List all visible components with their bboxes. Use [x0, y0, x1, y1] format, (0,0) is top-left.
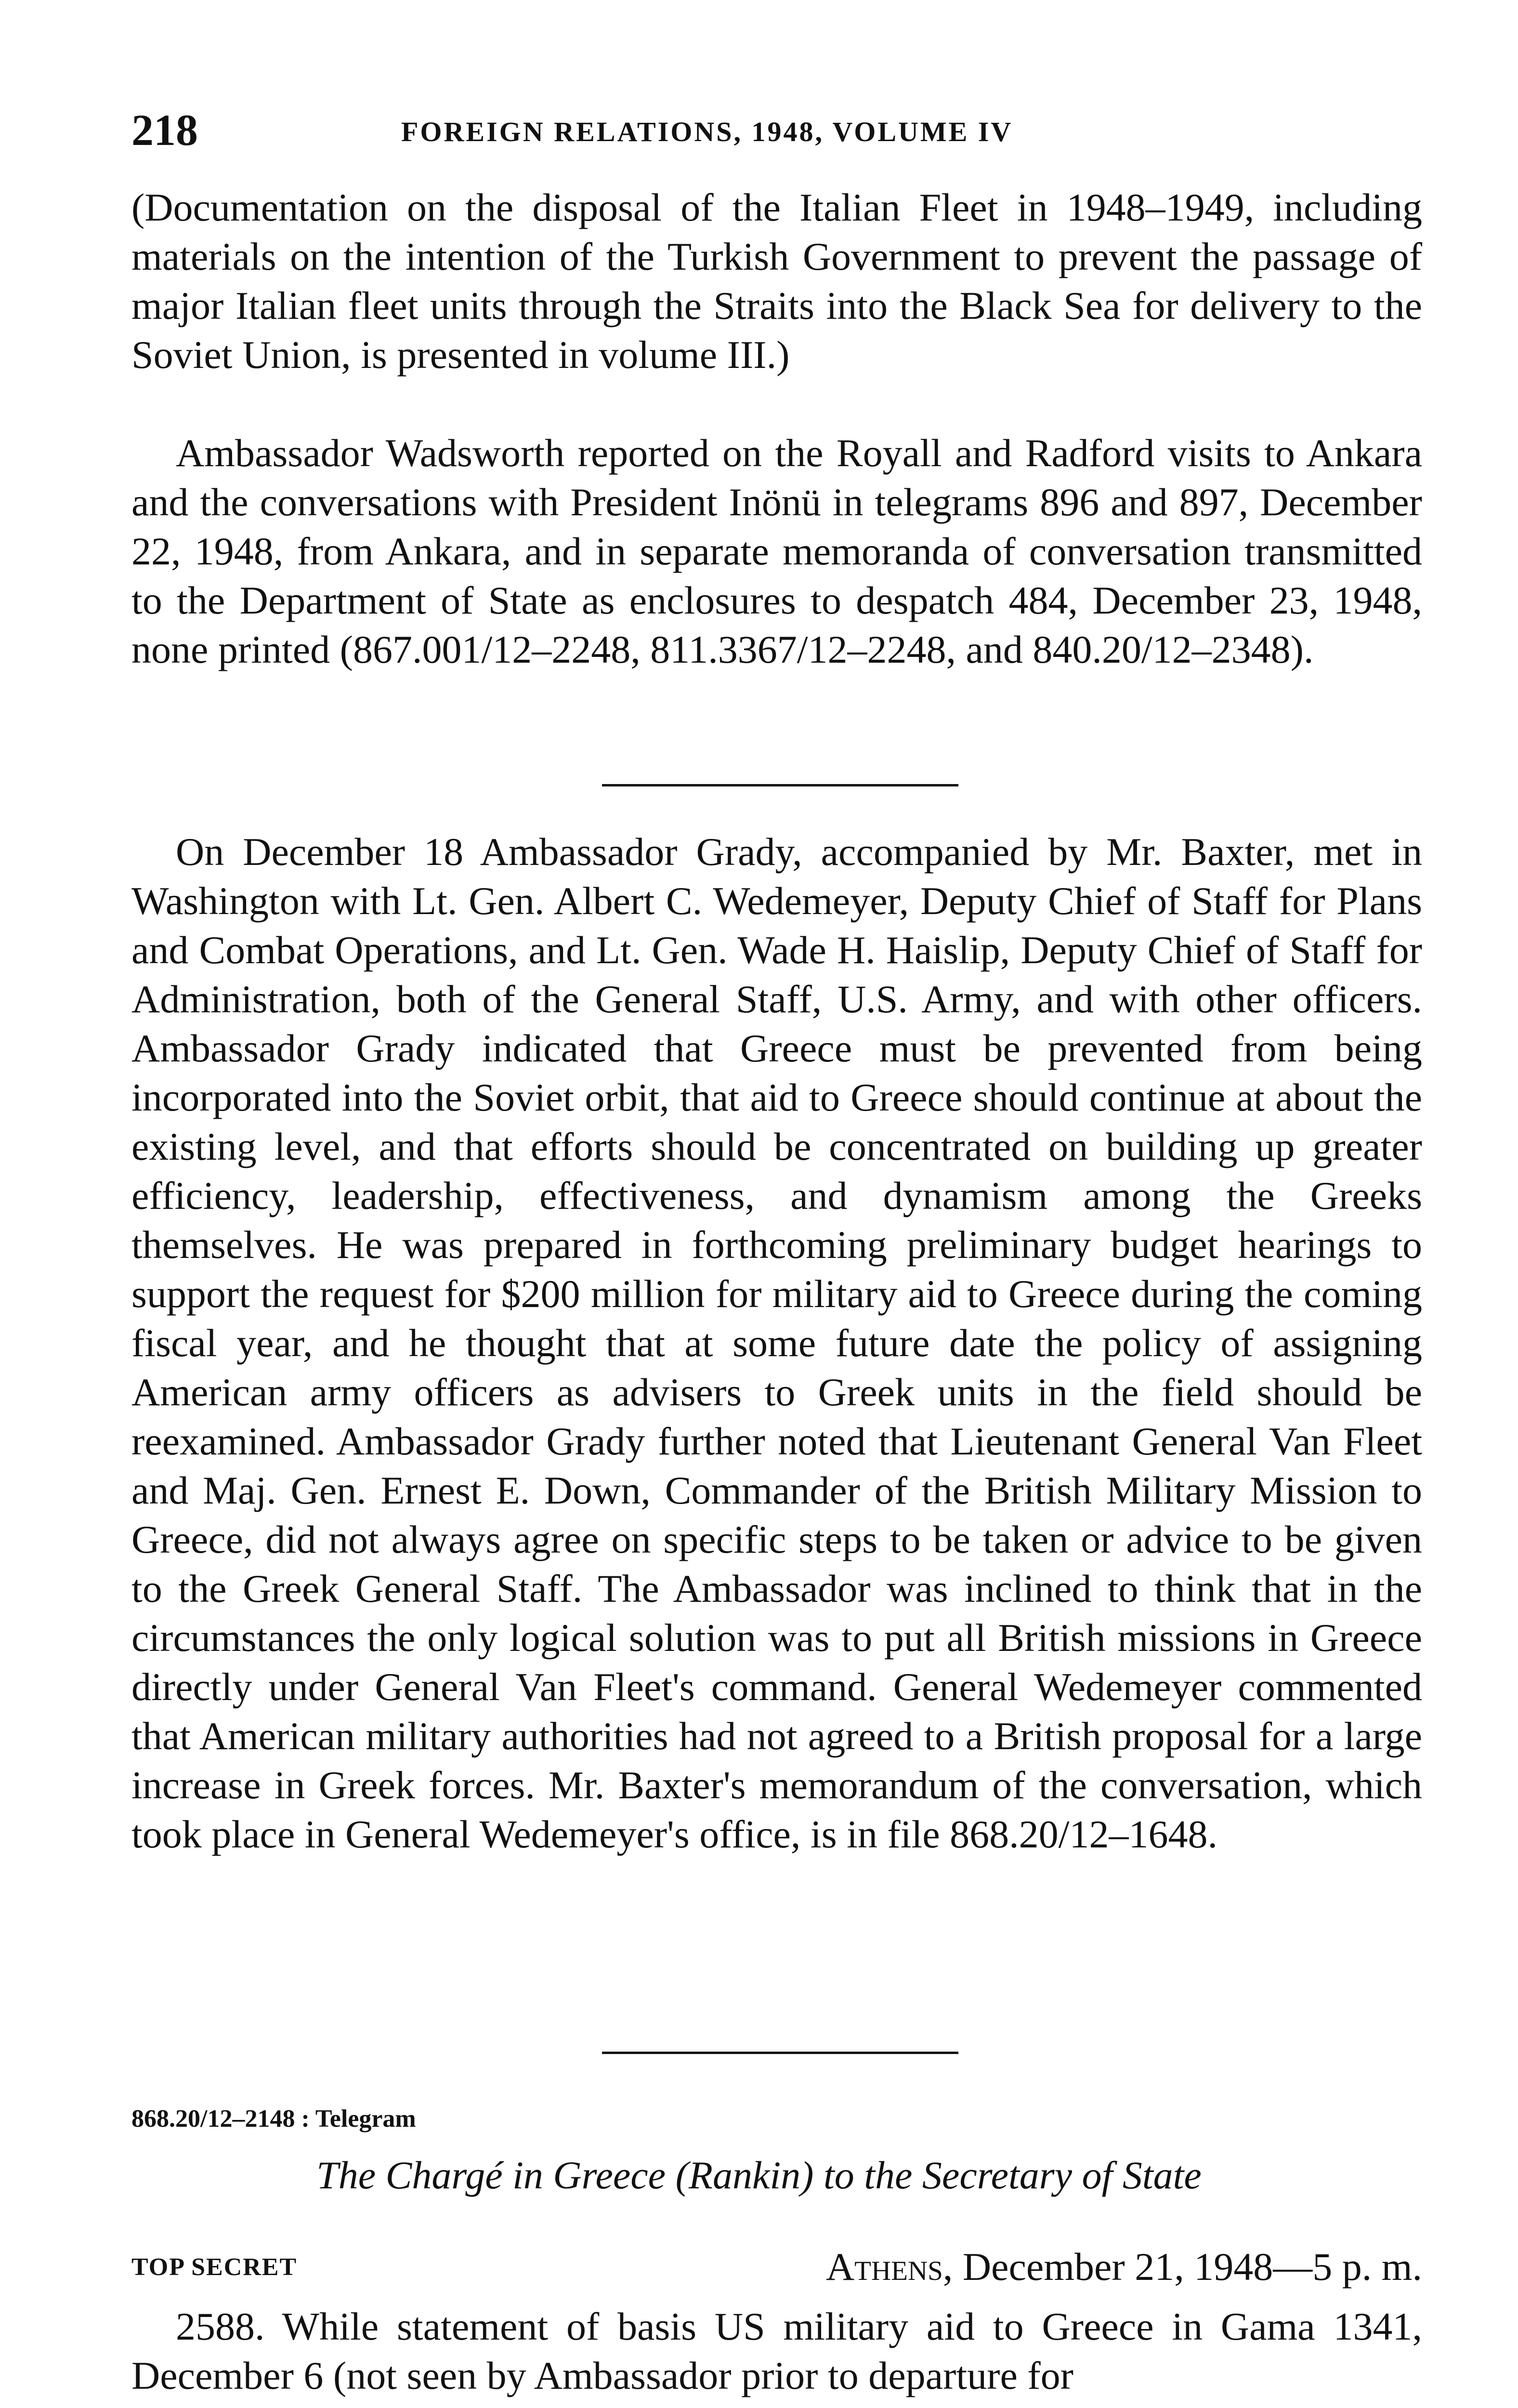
section-divider: [602, 2052, 958, 2054]
dateline: [826, 2244, 1422, 2290]
dateline-city: Athens,: [825, 2245, 953, 2289]
document-title: The Chargé in Greece (Rankin) to the Secretary of State: [316, 2153, 1202, 2197]
classification-label: TOP SECRET: [131, 2253, 298, 2281]
dateline-date: December 21, 1948—5 p. m.: [953, 2245, 1422, 2289]
paragraph-italian-fleet-note: (Documentation on the disposal of the Italian Fleet in 1948–1949, including materials on the intention of the Turkish Government to prevent the passage of major Italian fleet units through the Straits into the Black Sea for delivery to the Soviet Union, is presented in volume III.): [131, 185, 1422, 377]
paragraph-telegram-opening: 2588. While statement of basis US military aid to Greece in Gama 1341, December 6 (not seen by Ambassador prior to departure for: [131, 2304, 1422, 2397]
paragraph-wadsworth-report: Ambassador Wadsworth reported on the Royall and Radford visits to Ankara and the conversations with President Inönü in telegrams 896 and 897, December 22, 1948, from Ankara, and in separate memoranda of conversation transmitted to the Department of State as enclosures to despatch 484, December 23, 1948, none printed (867.001/12–2248, 811.3367/12–2248, and 840.20/12–2348).: [131, 431, 1422, 671]
dateline-row: [131, 2244, 1422, 2292]
section-divider: [602, 784, 958, 786]
running-head: FOREIGN RELATIONS, 1948, VOLUME IV: [401, 116, 1013, 147]
paragraph-grady-meeting: On December 18 Ambassador Grady, accompanied by Mr. Baxter, met in Washington with Lt. Gen. Albert C. Wedemeyer, Deputy Chief of Staff for Plans and Combat Operations, and Lt. Gen. Wade H. Haislip, Deputy Chief of Staff for Administration, both of the General Staff, U.S. Army, and with other officers. Ambassador Grady indicated that Greece must be prevented from being incorporated into the Soviet orbit, that aid to Greece should continue at about the existing level, and that efforts should be concentrated on building up greater efficiency, leadership, effectiveness, and dynamism among the Greeks themselves. He was prepared in forthcoming preliminary budget hearings to support the request for $200 million for military aid to Greece during the coming fiscal year, and he thought that at some future date the policy of assigning American army officers as advisers to Greek units in the field should be reexamined. Ambassador Grady further noted that Lieutenant General Van Fleet and Maj. Gen. Ernest E. Down, Commander of the British Military Mission to Greece, did not always agree on specific steps to be taken or advice to be given to the Greek General Staff. The Ambassador was inclined to think that in the circumstances the only logical solution was to put all British missions in Greece directly under General Van Fleet's command. General Wedemeyer commented that American military authorities had not agreed to a British proposal for a large increase in Greek forces. Mr. Baxter's memorandum of the conversation, which took place in General Wedemeyer's office, is in file 868.20/12–1648.: [131, 830, 1422, 1856]
page-number: 218: [131, 105, 198, 155]
page-header: [131, 101, 1422, 159]
file-reference: 868.20/12–2148 : Telegram: [131, 2105, 416, 2133]
